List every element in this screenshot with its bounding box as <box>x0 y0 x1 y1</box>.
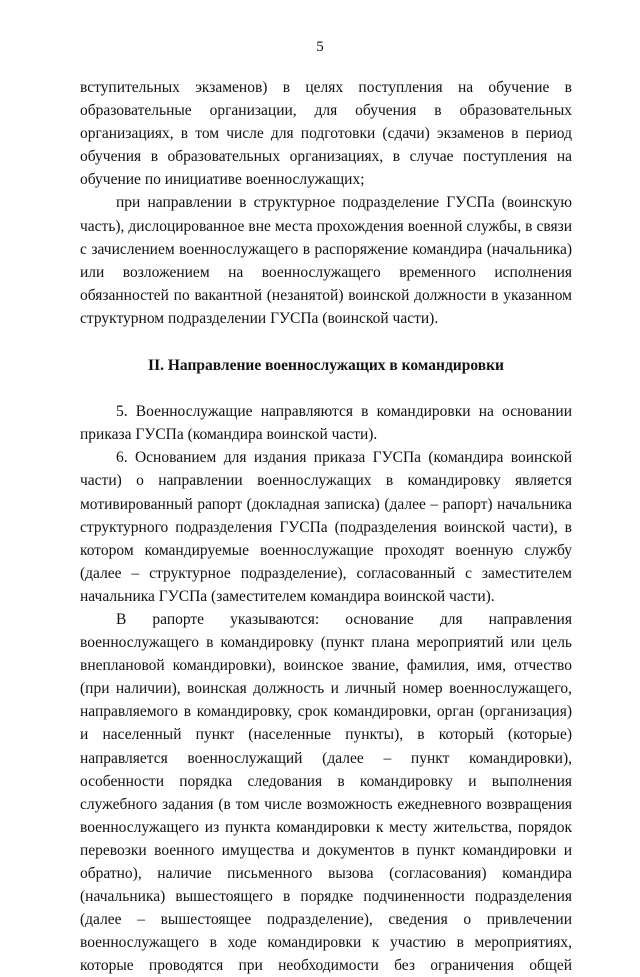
section-heading: II. Направление военнослужащих в командировки <box>148 357 504 375</box>
paragraph-structural-subdivision: при направлении в структурное подразделение ГУСПа (воинскую часть), дислоцированное вне места прохождения военной службы, в связи с зачислением военнослужащего в распоряжение командира (начальника) или возложением на военнослужащего временного исполнения обязанностей по вакантной (незанятой) воинской должности в указанном структурном подразделении ГУСПа (воинской части). <box>80 194 572 327</box>
paragraph-report-contents: В рапорте указываются: основание для направления военнослужащего в командировку (пункт плана мероприятий или цель внеплановой командировки), воинское звание, фамилия, имя, отчество (при наличии), воинская должность и личный номер военнослужащего, направляемого в командировку, срок командировки, орган (организация) и населенный пункт (населенные пункты), в который (которые) направляется военнослужащий (далее – пункт командировки), особенности порядка следования в командировку и выполнения служебного задания (в том числе возможность ежедневного возвращения военнослужащего из пункта командировки к месту жительства, порядок перевозки военного имущества и документов в пункт командировки и обратно), наличие письменного вызова (согласования) командира (начальника) вышестоящего в порядке подчиненности подразделения (далее – вышестоящее подразделение), сведения о привлечении военнослужащего в ходе командировки к участию в мероприятиях, которые проводятся при необходимости без ограничения общей <box>80 610 572 975</box>
page-number: 5 <box>316 39 324 55</box>
paragraph-item-5: 5. Военнослужащие направляются в командировки на основании приказа ГУСПа (командира воинской части). <box>80 403 572 444</box>
paragraph-continuation: вступительных экзаменов) в целях поступления на обучение в образовательные организации, для обучения в образовательных организациях, в том числе для подготовки (сдачи) экзаменов в период обучения в образовательных организациях, в случае поступления на обучение по инициативе военнослужащих; <box>80 79 572 189</box>
paragraph-item-6: 6. Основанием для издания приказа ГУСПа (командира воинской части) о направлении военнослужащих в командировку является мотивированный рапорт (докладная записка) (далее – рапорт) начальника структурного подразделения ГУСПа (подразделения воинской части), в котором командируемые военнослужащие проходят военную службу (далее – структурное подразделение), согласованный с заместителем начальника ГУСПа (заместителем командира воинской части). <box>80 449 572 605</box>
document-body <box>80 76 572 977</box>
